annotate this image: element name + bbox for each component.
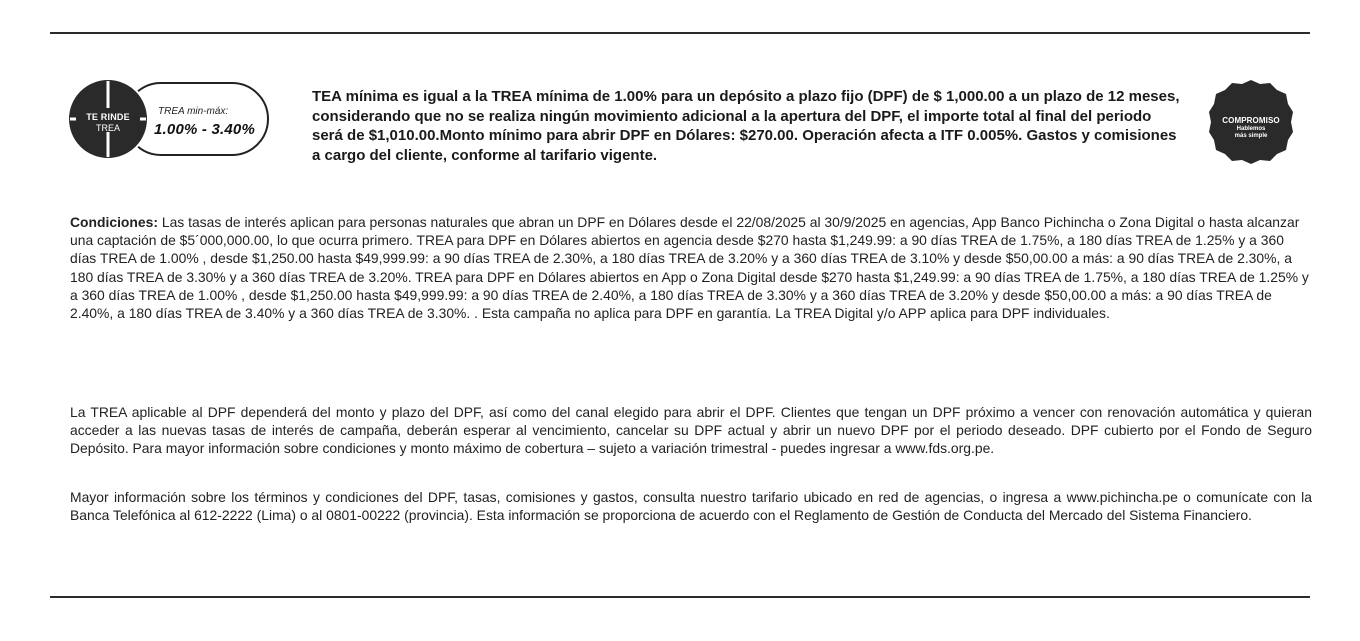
- trea-disclaimer: La TREA aplicable al DPF dependerá del monto y plazo del DPF, así como del canal elegido para abrir el DPF. Clientes que tengan un DPF próximo a vencer con renovación automática y quieran acceder a las nuevas tasas de interés de campaña, deberán esperar al vencimiento, cancelar su DPF actual y abrir un nuevo DPF por el periodo deseado. DPF cubierto por el Fondo de Seguro Depósito. Para mayor información sobre condiciones y monto máximo de cobertura – sujeto a variación trimestral - puedes ingresar a www.fds.org.pe.: [70, 404, 1312, 457]
- te-rinde-text: TE RINDE: [86, 112, 130, 122]
- seal-tagline-line1: Hablemos: [1236, 126, 1266, 132]
- conditions-lead: Condiciones:: [70, 214, 158, 230]
- trea-text: TREA: [95, 123, 120, 133]
- trea-range-value: 1.00% - 3.40%: [154, 121, 255, 138]
- compromiso-title: COMPROMISO: [1222, 116, 1280, 125]
- more-info-disclaimer: Mayor información sobre los términos y condiciones del DPF, tasas, comisiones y gastos, consulta nuestro tarifario ubicado en red de agencias, o ingresa a www.pichincha.pe o comunícate con la Banca Telefónica al 612-2222 (Lima) o al 0801-00222 (provincia). Esta información se proporciona de acuerdo con el Reglamento de Gestión de Conducta del Mercado del Sistema Financiero.: [70, 489, 1312, 524]
- top-divider: [50, 32, 1310, 34]
- seal-tagline: [1207, 126, 1295, 140]
- conditions-paragraph: [70, 213, 1312, 322]
- compromiso-seal: [1207, 78, 1295, 166]
- seal-tagline-line2: más simple: [1234, 133, 1268, 139]
- bottom-divider: [50, 596, 1310, 598]
- conditions-text: Las tasas de interés aplican para personas naturales que abran un DPF en Dólares desde el 22/08/2025 al 30/9/2025 en agencias, App Banco Pichincha o Zona Digital o hasta alcanzar una captación de $5´000,000.00, lo que ocurra primero. TREA para DPF en Dólares abiertos en agencia desde $270 hasta $1,249.99: a 90 días TREA de 1.75%, a 180 días TREA de 1.25% y a 360 días TREA de 1.00% , desde $1,250.00 hasta $49,999.99: a 90 días TREA de 2.30%, a 180 días TREA de 3.20% y a 360 días TREA de 3.10% y desde $50,00.00 a más: a 90 días TREA de 2.30%, a 180 días TREA de 3.30% y a 360 días TREA de 3.20%. TREA para DPF en Dólares abiertos en App o Zona Digital desde $270 hasta $1,249.99: a 90 días TREA de 1.75%, a 180 días TREA de 1.25% y a 360 días TREA de 1.00% , desde $1,250.00 hasta $49,999.99: a 90 días TREA de 2.40%, a 180 días TREA de 3.30% y a 360 días TREA de 3.20% y desde $50,00.00 a más: a 90 días TREA de 2.40%, a 180 días TREA de 3.40% y a 360 días TREA de 3.30%. . Esta campaña no aplica para DPF en garantía. La TREA Digital y/o APP aplica para DPF individuales.: [70, 214, 1309, 322]
- trea-badge: [66, 77, 274, 161]
- trea-range-label: TREA min-máx:: [158, 106, 229, 117]
- tea-headline: TEA mínima es igual a la TREA mínima de 1.00% para un depósito a plazo fijo (DPF) de $ 1,000.00 a un plazo de 12 meses, considerando que no se realiza ningún movimiento adicional a la apertura del DPF, el importe total al final del periodo será de $1,010.00.Monto mínimo para abrir DPF en Dólares: $270.00. Operación afecta a ITF 0.005%. Gastos y comisiones a cargo del cliente, conforme al tarifario vigente.: [312, 88, 1180, 164]
- te-rinde-cross-icon: [66, 77, 150, 161]
